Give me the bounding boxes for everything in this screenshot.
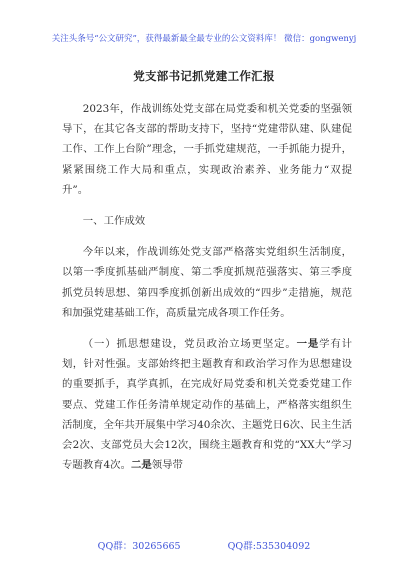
- paragraph-achievements: 今年以来，作战训练处党支部严格落实党组织生活制度，以第一季度抓基础严制度、第二季度抓规范强落实、第三季度抓党员转思想、第四季度抓创新出成效的“四步”走措施，规范和加强党建基础工作，高质量完成各项工作任务。: [62, 246, 352, 319]
- point-two-label: 二是: [130, 459, 152, 472]
- footer-qq-group-2: QQ群:535304092: [227, 541, 311, 552]
- point-one-label: 一是: [296, 338, 320, 351]
- point-two-text: 领导带: [151, 459, 183, 472]
- footer-qq-group-1: QQ群：30265665: [97, 541, 181, 552]
- section-heading: 一、工作成效: [82, 215, 146, 228]
- paragraph-intro: 2023年，作战训练处党支部在局党委和机关党委的坚强领导下，在其它各支部的帮助支持下，坚持“党建带队建、队建促工作、工作上台阶”理念，一手抓党建规范，一手抓能力提升，紧紧围绕工作大局和重点，实现政治素养、业务能力“双提升”。: [62, 103, 352, 196]
- point-one-text: 学有计划，针对性强。支部始终把主题教育和政治学习作为思想建设的重要抓手，真学真抓，在完成好局党委和机关党委党建工作要点、党建工作任务清单规定动作的基础上，严格落实组织生活制度，全年共开展集中学习40余次、主题党日6次、民主生活会2次、支部党员大会12次，围绕主题教育和党的“XX大”学习专题教育4次。: [62, 338, 353, 472]
- document-body: [62, 99, 352, 475]
- footer-contacts: [0, 538, 408, 552]
- subheading-text: （一）抓思想建设，党员政治立场更坚定。: [82, 338, 297, 351]
- paragraph-ideology: [62, 334, 352, 475]
- document-title: 党支部书记抓党建工作汇报: [133, 69, 275, 83]
- promo-banner: 关注头条号“公文研究”，获得最新最全最专业的公文资料库！ 微信：gongwenyj: [51, 34, 357, 44]
